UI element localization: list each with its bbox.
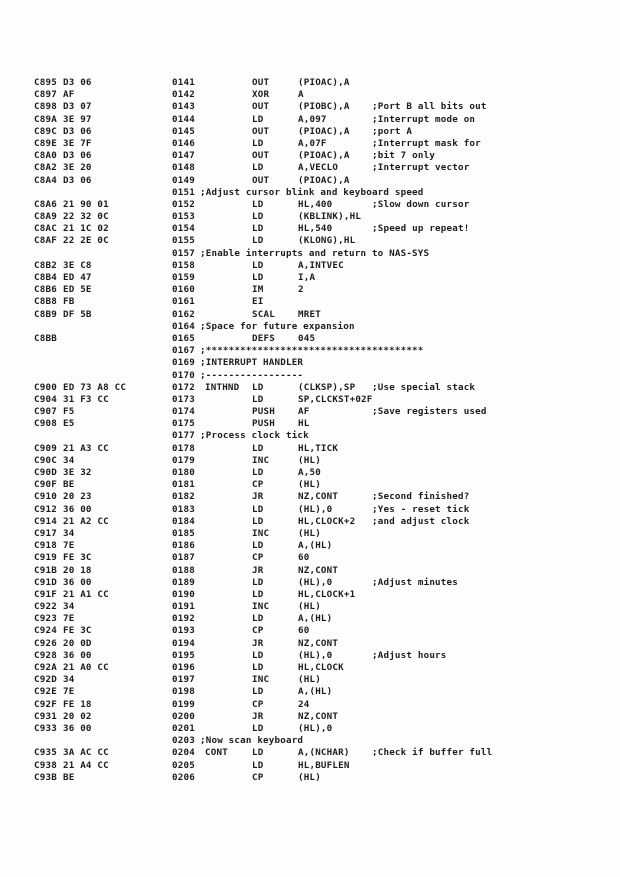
object-bytes: 7E bbox=[63, 613, 75, 625]
opcode: OUT bbox=[252, 174, 270, 186]
line-number: 0164 bbox=[172, 320, 195, 332]
address: C8B8 bbox=[34, 296, 57, 308]
address: C8A2 bbox=[34, 162, 57, 174]
comment-text: ;Adjust cursor blink and keyboard speed bbox=[200, 186, 424, 198]
object-bytes: FB bbox=[63, 296, 75, 308]
comment: ;port A bbox=[372, 125, 413, 137]
opcode: LD bbox=[252, 503, 264, 515]
operand: A,(HL) bbox=[298, 686, 333, 698]
operand: (HL) bbox=[298, 771, 321, 783]
comment-text: ;Enable interrupts and return to NAS-SYS bbox=[200, 247, 430, 259]
line-number: 0177 bbox=[172, 430, 195, 442]
operand: A,(NCHAR) bbox=[298, 747, 350, 759]
address: C90D bbox=[34, 467, 57, 478]
operand: A,(HL) bbox=[298, 540, 333, 552]
object-bytes: 3E 7F bbox=[63, 137, 92, 149]
opcode: XOR bbox=[252, 89, 270, 101]
comment: ;Slow down cursor bbox=[372, 198, 470, 210]
object-bytes: ED 73 A8 CC bbox=[63, 381, 127, 393]
operand: I,A bbox=[298, 272, 316, 283]
address: C91F bbox=[34, 588, 57, 600]
operand: A bbox=[298, 89, 304, 101]
operand: (HL) bbox=[298, 527, 321, 539]
opcode: LD bbox=[252, 113, 264, 125]
object-bytes: D3 06 bbox=[63, 150, 92, 162]
address: C931 bbox=[34, 710, 57, 722]
object-bytes: F5 bbox=[63, 406, 75, 418]
comment: ;Interrupt mask for bbox=[372, 137, 481, 149]
operand: (HL) bbox=[298, 479, 321, 491]
object-bytes: 3E 97 bbox=[63, 113, 92, 125]
line-number: 0143 bbox=[172, 101, 195, 113]
opcode: LD bbox=[252, 515, 264, 527]
opcode: JR bbox=[252, 564, 264, 576]
address: C8A0 bbox=[34, 150, 57, 162]
operand: (HL) bbox=[298, 601, 321, 613]
opcode: CP bbox=[252, 771, 264, 783]
opcode: DEFS bbox=[252, 332, 275, 344]
opcode: LD bbox=[252, 211, 264, 223]
opcode: LD bbox=[252, 722, 264, 734]
address: C8B9 bbox=[34, 308, 57, 320]
address: C8A6 bbox=[34, 198, 57, 210]
operand: HL,CLOCK+2 bbox=[298, 515, 356, 527]
operand: 24 bbox=[298, 698, 310, 710]
opcode: CP bbox=[252, 625, 264, 637]
object-bytes: 7E bbox=[63, 686, 75, 698]
address: C8B6 bbox=[34, 284, 57, 296]
object-bytes: 22 2E 0C bbox=[63, 235, 109, 247]
operand: NZ,CONT bbox=[298, 564, 339, 576]
address: C917 bbox=[34, 527, 57, 539]
address: C912 bbox=[34, 503, 57, 515]
operand: A,07F bbox=[298, 137, 327, 149]
opcode: OUT bbox=[252, 125, 270, 137]
address: C89C bbox=[34, 125, 57, 137]
object-bytes: 36 00 bbox=[63, 503, 92, 515]
opcode: INC bbox=[252, 527, 270, 539]
comment-text: ;Space for future expansion bbox=[200, 320, 355, 332]
object-bytes: 21 1C 02 bbox=[63, 223, 109, 235]
line-number: 0186 bbox=[172, 540, 195, 552]
line-number: 0198 bbox=[172, 686, 195, 698]
line-number: 0142 bbox=[172, 89, 195, 101]
line-number: 0206 bbox=[172, 771, 195, 783]
line-number: 0174 bbox=[172, 406, 195, 418]
comment: ;Port B all bits out bbox=[372, 101, 487, 113]
opcode: LD bbox=[252, 467, 264, 478]
operand: A,INTVEC bbox=[298, 259, 344, 271]
object-bytes: 7E bbox=[63, 540, 75, 552]
address: C928 bbox=[34, 649, 57, 661]
opcode: LD bbox=[252, 540, 264, 552]
line-number: 0183 bbox=[172, 503, 195, 515]
line-number: 0191 bbox=[172, 601, 195, 613]
object-bytes: DF 5B bbox=[63, 308, 92, 320]
operand: 60 bbox=[298, 625, 310, 637]
label: INTHND bbox=[205, 381, 240, 393]
address: C8A9 bbox=[34, 211, 57, 223]
opcode: OUT bbox=[252, 101, 270, 113]
operand: (PIOAC),A bbox=[298, 77, 350, 88]
comment-text: ;----------------- bbox=[200, 369, 304, 381]
line-number: 0147 bbox=[172, 150, 195, 162]
opcode: LD bbox=[252, 759, 264, 771]
line-number: 0152 bbox=[172, 198, 195, 210]
operand: A,VECLO bbox=[298, 162, 339, 174]
object-bytes: 20 02 bbox=[63, 710, 92, 722]
opcode: LD bbox=[252, 162, 264, 174]
address: C8AF bbox=[34, 235, 57, 247]
object-bytes: FE 3C bbox=[63, 552, 92, 564]
operand: HL,BUFLEN bbox=[298, 759, 350, 771]
line-number: 0151 bbox=[172, 186, 195, 198]
operand: HL,CLOCK+1 bbox=[298, 588, 356, 600]
comment: ;Interrupt vector bbox=[372, 162, 470, 174]
line-number: 0189 bbox=[172, 576, 195, 588]
address: C908 bbox=[34, 418, 57, 430]
object-bytes: ED 5E bbox=[63, 284, 92, 296]
address: C923 bbox=[34, 613, 57, 625]
line-number: 0144 bbox=[172, 113, 195, 125]
operand: (PIOBC),A bbox=[298, 101, 350, 113]
address: C907 bbox=[34, 406, 57, 418]
comment: ;Yes - reset tick bbox=[372, 503, 470, 515]
opcode: LD bbox=[252, 442, 264, 454]
line-number: 0162 bbox=[172, 308, 195, 320]
opcode: LD bbox=[252, 137, 264, 149]
operand: A,(HL) bbox=[298, 613, 333, 625]
opcode: CP bbox=[252, 479, 264, 491]
opcode: LD bbox=[252, 747, 264, 759]
line-number: 0188 bbox=[172, 564, 195, 576]
comment: ;Adjust hours bbox=[372, 649, 447, 661]
operand: (HL) bbox=[298, 454, 321, 466]
line-number: 0182 bbox=[172, 491, 195, 503]
comment: ;Interrupt mode on bbox=[372, 113, 476, 125]
line-number: 0179 bbox=[172, 454, 195, 466]
address: C897 bbox=[34, 89, 57, 101]
address: C938 bbox=[34, 759, 57, 771]
opcode: EI bbox=[252, 296, 264, 308]
operand: (PIOAC),A bbox=[298, 174, 350, 186]
opcode: LD bbox=[252, 259, 264, 271]
opcode: LD bbox=[252, 662, 264, 673]
line-number: 0195 bbox=[172, 649, 195, 661]
line-number: 0173 bbox=[172, 393, 195, 405]
operand: NZ,CONT bbox=[298, 710, 339, 722]
opcode: LD bbox=[252, 198, 264, 210]
line-number: 0158 bbox=[172, 259, 195, 271]
address: C8B4 bbox=[34, 272, 57, 283]
address: C922 bbox=[34, 601, 57, 613]
operand: AF bbox=[298, 406, 310, 418]
opcode: JR bbox=[252, 710, 264, 722]
object-bytes: 20 0D bbox=[63, 637, 92, 649]
object-bytes: BE bbox=[63, 771, 75, 783]
line-number: 0145 bbox=[172, 125, 195, 137]
operand: 045 bbox=[298, 332, 316, 344]
line-number: 0205 bbox=[172, 759, 195, 771]
object-bytes: 34 bbox=[63, 601, 75, 613]
address: C91B bbox=[34, 564, 57, 576]
opcode: IM bbox=[252, 284, 264, 296]
label: CONT bbox=[205, 747, 228, 759]
operand: (KLONG),HL bbox=[298, 235, 356, 247]
opcode: SCAL bbox=[252, 308, 275, 320]
object-bytes: 21 90 01 bbox=[63, 198, 109, 210]
object-bytes: FE 18 bbox=[63, 698, 92, 710]
opcode: LD bbox=[252, 393, 264, 405]
comment-text: ;Now scan keyboard bbox=[200, 735, 304, 747]
opcode: LD bbox=[252, 588, 264, 600]
operand: (HL),0 bbox=[298, 503, 333, 515]
object-bytes: 36 00 bbox=[63, 722, 92, 734]
line-number: 0203 bbox=[172, 735, 195, 747]
address: C914 bbox=[34, 515, 57, 527]
operand: HL,CLOCK bbox=[298, 662, 344, 673]
opcode: LD bbox=[252, 381, 264, 393]
object-bytes: 22 32 0C bbox=[63, 211, 109, 223]
object-bytes: FE 3C bbox=[63, 625, 92, 637]
line-number: 0148 bbox=[172, 162, 195, 174]
line-number: 0175 bbox=[172, 418, 195, 430]
address: C926 bbox=[34, 637, 57, 649]
operand: (HL),0 bbox=[298, 649, 333, 661]
object-bytes: 3A AC CC bbox=[63, 747, 109, 759]
object-bytes: 36 00 bbox=[63, 649, 92, 661]
address: C91D bbox=[34, 576, 57, 588]
operand: A,50 bbox=[298, 467, 321, 478]
line-number: 0193 bbox=[172, 625, 195, 637]
object-bytes: E5 bbox=[63, 418, 75, 430]
operand: NZ,CONT bbox=[298, 637, 339, 649]
opcode: CP bbox=[252, 552, 264, 564]
operand: 60 bbox=[298, 552, 310, 564]
comment-text: ;INTERRUPT HANDLER bbox=[200, 357, 304, 369]
line-number: 0190 bbox=[172, 588, 195, 600]
object-bytes: 20 23 bbox=[63, 491, 92, 503]
line-number: 0185 bbox=[172, 527, 195, 539]
comment: ;bit 7 only bbox=[372, 150, 436, 162]
line-number: 0187 bbox=[172, 552, 195, 564]
opcode: PUSH bbox=[252, 418, 275, 430]
address: C92E bbox=[34, 686, 57, 698]
object-bytes: ED 47 bbox=[63, 272, 92, 283]
address: C8B2 bbox=[34, 259, 57, 271]
address: C89E bbox=[34, 137, 57, 149]
address: C92F bbox=[34, 698, 57, 710]
line-number: 0199 bbox=[172, 698, 195, 710]
object-bytes: 21 A4 CC bbox=[63, 759, 109, 771]
line-number: 0181 bbox=[172, 479, 195, 491]
address: C90F bbox=[34, 479, 57, 491]
line-number: 0165 bbox=[172, 332, 195, 344]
opcode: LD bbox=[252, 272, 264, 283]
operand: (HL),0 bbox=[298, 576, 333, 588]
object-bytes: 31 F3 CC bbox=[63, 393, 109, 405]
object-bytes: D3 06 bbox=[63, 174, 92, 186]
line-number: 0157 bbox=[172, 247, 195, 259]
line-number: 0201 bbox=[172, 722, 195, 734]
opcode: LD bbox=[252, 235, 264, 247]
line-number: 0141 bbox=[172, 77, 195, 88]
object-bytes: 34 bbox=[63, 527, 75, 539]
operand: (KBLINK),HL bbox=[298, 211, 362, 223]
opcode: OUT bbox=[252, 77, 270, 88]
line-number: 0196 bbox=[172, 662, 195, 673]
line-number: 0204 bbox=[172, 747, 195, 759]
operand: (PIOAC),A bbox=[298, 125, 350, 137]
address: C909 bbox=[34, 442, 57, 454]
comment: ;Save registers used bbox=[372, 406, 487, 418]
line-number: 0172 bbox=[172, 381, 195, 393]
operand: MRET bbox=[298, 308, 321, 320]
address: C910 bbox=[34, 491, 57, 503]
object-bytes: 3E C8 bbox=[63, 259, 92, 271]
line-number: 0170 bbox=[172, 369, 195, 381]
object-bytes: D3 06 bbox=[63, 125, 92, 137]
line-number: 0169 bbox=[172, 357, 195, 369]
address: C924 bbox=[34, 625, 57, 637]
object-bytes: D3 07 bbox=[63, 101, 92, 113]
object-bytes: AF bbox=[63, 89, 75, 101]
opcode: INC bbox=[252, 674, 270, 686]
operand: (PIOAC),A bbox=[298, 150, 350, 162]
operand: (HL),0 bbox=[298, 722, 333, 734]
line-number: 0160 bbox=[172, 284, 195, 296]
operand: A,097 bbox=[298, 113, 327, 125]
opcode: PUSH bbox=[252, 406, 275, 418]
address: C933 bbox=[34, 722, 57, 734]
operand: (HL) bbox=[298, 674, 321, 686]
line-number: 0194 bbox=[172, 637, 195, 649]
opcode: INC bbox=[252, 601, 270, 613]
comment: ;Use special stack bbox=[372, 381, 476, 393]
opcode: OUT bbox=[252, 150, 270, 162]
address: C895 bbox=[34, 77, 57, 88]
address: C92A bbox=[34, 662, 57, 673]
comment: ;Check if buffer full bbox=[372, 747, 493, 759]
address: C935 bbox=[34, 747, 57, 759]
object-bytes: 21 A2 CC bbox=[63, 515, 109, 527]
line-number: 0153 bbox=[172, 211, 195, 223]
opcode: JR bbox=[252, 637, 264, 649]
object-bytes: 3E 20 bbox=[63, 162, 92, 174]
address: C92D bbox=[34, 674, 57, 686]
object-bytes: 21 A1 CC bbox=[63, 588, 109, 600]
opcode: LD bbox=[252, 649, 264, 661]
operand: HL,400 bbox=[298, 198, 333, 210]
line-number: 0155 bbox=[172, 235, 195, 247]
line-number: 0149 bbox=[172, 174, 195, 186]
address: C900 bbox=[34, 381, 57, 393]
address: C904 bbox=[34, 393, 57, 405]
line-number: 0167 bbox=[172, 345, 195, 357]
line-number: 0146 bbox=[172, 137, 195, 149]
address: C898 bbox=[34, 101, 57, 113]
object-bytes: 20 18 bbox=[63, 564, 92, 576]
line-number: 0178 bbox=[172, 442, 195, 454]
object-bytes: 34 bbox=[63, 454, 75, 466]
object-bytes: BE bbox=[63, 479, 75, 491]
operand: HL,TICK bbox=[298, 442, 339, 454]
operand: 2 bbox=[298, 284, 304, 296]
line-number: 0159 bbox=[172, 272, 195, 283]
comment: ;Second finished? bbox=[372, 491, 470, 503]
address: C8AC bbox=[34, 223, 57, 235]
address: C89A bbox=[34, 113, 57, 125]
opcode: LD bbox=[252, 576, 264, 588]
line-number: 0154 bbox=[172, 223, 195, 235]
operand: SP,CLCKST+02F bbox=[298, 393, 373, 405]
address: C90C bbox=[34, 454, 57, 466]
object-bytes: 3E 32 bbox=[63, 467, 92, 478]
comment-text: ;************************************** bbox=[200, 345, 424, 357]
object-bytes: 34 bbox=[63, 674, 75, 686]
comment-text: ;Process clock tick bbox=[200, 430, 309, 442]
object-bytes: 21 A3 CC bbox=[63, 442, 109, 454]
line-number: 0200 bbox=[172, 710, 195, 722]
opcode: JR bbox=[252, 491, 264, 503]
address: C8BB bbox=[34, 332, 57, 344]
line-number: 0184 bbox=[172, 515, 195, 527]
opcode: INC bbox=[252, 454, 270, 466]
operand: (CLKSP),SP bbox=[298, 381, 356, 393]
address: C919 bbox=[34, 552, 57, 564]
comment: ;Speed up repeat! bbox=[372, 223, 470, 235]
opcode: LD bbox=[252, 686, 264, 698]
object-bytes: 21 A0 CC bbox=[63, 662, 109, 673]
object-bytes: D3 06 bbox=[63, 77, 92, 88]
operand: HL,540 bbox=[298, 223, 333, 235]
line-number: 0192 bbox=[172, 613, 195, 625]
line-number: 0161 bbox=[172, 296, 195, 308]
comment: ;and adjust clock bbox=[372, 515, 470, 527]
comment: ;Adjust minutes bbox=[372, 576, 458, 588]
address: C918 bbox=[34, 540, 57, 552]
opcode: CP bbox=[252, 698, 264, 710]
opcode: LD bbox=[252, 613, 264, 625]
object-bytes: 36 00 bbox=[63, 576, 92, 588]
opcode: LD bbox=[252, 223, 264, 235]
address: C8A4 bbox=[34, 174, 57, 186]
line-number: 0180 bbox=[172, 467, 195, 478]
operand: NZ,CONT bbox=[298, 491, 339, 503]
line-number: 0197 bbox=[172, 674, 195, 686]
operand: HL bbox=[298, 418, 310, 430]
address: C93B bbox=[34, 771, 57, 783]
